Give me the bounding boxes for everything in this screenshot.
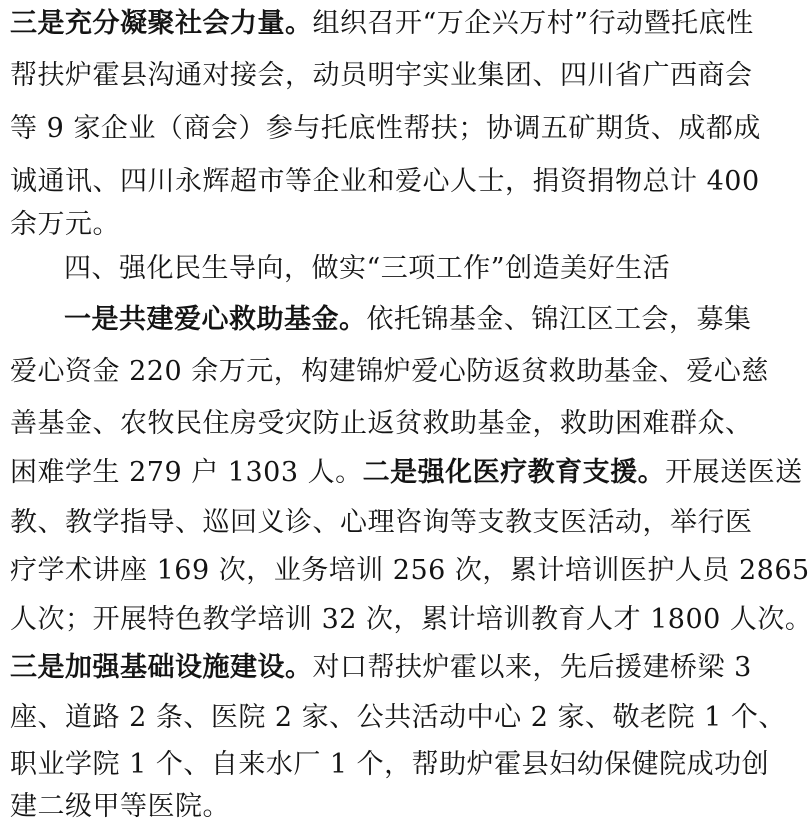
paragraph-line bbox=[10, 205, 120, 245]
paragraph-line bbox=[10, 56, 753, 96]
line-text: 人次；开展特色教学培训 32 次，累计培训教育人才 1800 人次。 bbox=[10, 604, 812, 635]
heading-text: 四、强化民生导向，做实“三项工作”创造美好生活 bbox=[64, 253, 671, 284]
paragraph-line bbox=[10, 600, 812, 640]
line-text: 善基金、农牧民住房受灾防止返贫救助基金，救助困难群众、 bbox=[10, 408, 753, 439]
line-text: 教、教学指导、巡回义诊、心理咨询等支教支医活动，举行医 bbox=[10, 507, 753, 538]
line-text: 座、道路 2 条、医院 2 家、公共活动中心 2 家、敬老院 1 个、 bbox=[10, 702, 786, 733]
line-text: 依托锦基金、锦江区工会，募集 bbox=[366, 304, 752, 335]
line-text: 诚通讯、四川永辉超市等企业和爱心人士，捐资捐物总计 400 bbox=[10, 166, 760, 197]
line-text: 开展送医送 bbox=[665, 457, 803, 488]
bold-lead: 二是强化医疗教育支援。 bbox=[362, 457, 666, 488]
line-text: 等 9 家企业（商会）参与托底性帮扶；协调五矿期货、成都成 bbox=[10, 113, 761, 144]
paragraph-line bbox=[10, 698, 786, 738]
line-text: 对口帮扶炉霍以来，先后援建桥梁 3 bbox=[312, 652, 752, 683]
line-text: 建二级甲等医院。 bbox=[10, 791, 230, 822]
paragraph-line bbox=[10, 787, 230, 827]
bold-lead: 三是充分凝聚社会力量。 bbox=[10, 8, 313, 39]
paragraph-line bbox=[10, 109, 761, 149]
paragraph-line bbox=[10, 404, 753, 444]
section-heading bbox=[64, 249, 670, 289]
line-text: 职业学院 1 个、自来水厂 1 个，帮助炉霍县妇幼保健院成功创 bbox=[10, 749, 770, 780]
paragraph-line bbox=[64, 300, 752, 340]
paragraph-line bbox=[10, 648, 752, 688]
bold-lead: 一是共建爱心救助基金。 bbox=[64, 304, 367, 335]
paragraph-line bbox=[10, 352, 769, 392]
line-text: 帮扶炉霍县沟通对接会，动员明宇实业集团、四川省广西商会 bbox=[10, 60, 753, 91]
paragraph-line bbox=[10, 453, 803, 493]
line-text: 爱心资金 220 余万元，构建锦炉爱心防返贫救助基金、爱心慈 bbox=[10, 356, 769, 387]
line-text: 余万元。 bbox=[10, 209, 120, 240]
line-text: 疗学术讲座 169 次，业务培训 256 次，累计培训医护人员 2865 bbox=[10, 555, 810, 586]
paragraph-line bbox=[10, 745, 769, 785]
line-text: 组织召开“万企兴万村”行动暨托底性 bbox=[312, 8, 754, 39]
paragraph-line bbox=[10, 4, 754, 44]
paragraph-line bbox=[10, 551, 810, 591]
paragraph-line bbox=[10, 162, 760, 202]
line-text: 困难学生 279 户 1303 人。 bbox=[10, 457, 363, 488]
paragraph-line bbox=[10, 503, 753, 543]
bold-lead: 三是加强基础设施建设。 bbox=[10, 652, 313, 683]
